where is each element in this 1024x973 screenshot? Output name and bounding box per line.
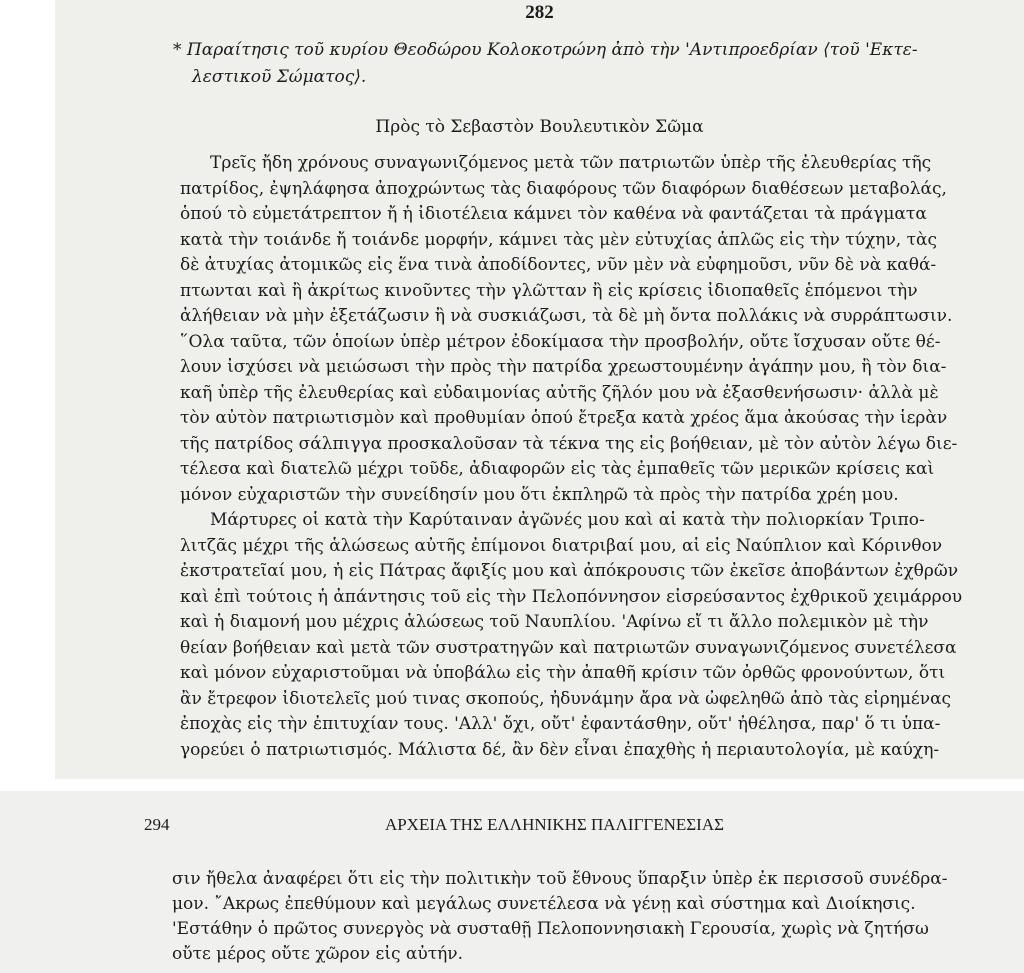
body-line: καῆ ὑπὲρ τῆς ἐλευθερίας καὶ εὐδαιμονίας αὐτῆς ζῆλόν μου νὰ ἐξασθενήσωσιν· ἀλλὰ μὲ	[180, 382, 939, 403]
body-line: πατρίδος, ἐψηλάφησα ἀποχρώντως τὰς διαφόρους τῶν διαφόρων διαθέσεων μεταβολάς,	[180, 178, 947, 199]
body-line: ἂν ἔτρεφον ἰδιοτελεῖς μού τινας σκοπούς, ἠδυνάμην ἄρα νὰ ὠφεληθῶ ἀπὸ τὰς εἰρημένας	[180, 688, 952, 709]
running-header	[144, 815, 724, 835]
body-line: θείαν βοήθειαν καὶ μετὰ τῶν συστρατηγῶν καὶ πατριωτῶν συναγωνιζόμενος συνετέλεσα	[180, 637, 957, 658]
body-line: μόνον εὐχαριστῶν τὴν συνείδησίν μου ὅτι ἐκπληρῶ τὰ πρὸς τὴν πατρίδα χρέη μου.	[180, 484, 899, 505]
body-line: σιν ἤθελα ἀναφέρει ὅτι εἰς τὴν πολιτικὴν τοῦ ἔθνους ὕπαρξιν ὑπὲρ ἐκ περισσοῦ συνέδρα-	[172, 869, 948, 889]
body-line: ἐκστρατεῖαί μου, ἡ εἰς Πάτρας ἄφιξίς μου καὶ ἀπόκρουσις τῶν ἐκεῖσε ἀποβάντων ἐχθρῶν	[180, 561, 959, 581]
body-line: καὶ ἡ διαμονή μου μέχρις ἁλώσεως τοῦ Ναυπλίου. 'Αφίνω εἴ τι ἄλλο πολεμικὸν μὲ τὴν	[180, 612, 929, 632]
body-line: ἐποχὰς εἰς τὴν ἐπιτυχίαν τους. 'Αλλ' ὄχι, οὔτ' ἐφαντάσθην, οὔτ' ἠθέλησα, παρ' ὅ τι ὑπα-	[180, 714, 941, 734]
page-number: 294	[144, 815, 170, 834]
body-line: πτωνται καὶ ἢ ἀκρίτως κινοῦντες τὴν γλῶτταν ἢ εἰς κρίσεις ἰδιοπαθεῖς ἑπόμενοι τὴν	[180, 280, 918, 301]
body-line: ῞Ολα ταῦτα, τῶν ὁποίων ὑπὲρ μέτρον ἐδοκίμασα τὴν προσβολήν, οὔτε ἴσχυσαν οὔτε θέ-	[180, 331, 941, 352]
document-title-line-2: λεστικοῦ Σώματος⟩.	[192, 67, 367, 87]
scanned-page-282	[55, 0, 1024, 779]
body-line: οὔτε μέρος οὔτε χῶρον εἰς αὐτήν.	[172, 944, 464, 964]
body-line: τέλεσα καὶ διατελῶ μέχρι τοῦδε, ἀδιαφορῶν εἰς τὰς ἐμπαθεῖς τῶν μερικῶν κρίσεις καὶ	[180, 459, 935, 479]
body-line: Τρεῖς ἤδη χρόνους συναγωνιζόμενος μετὰ τῶν πατριωτῶν ὑπὲρ τῆς ἐλευθερίας τῆς	[210, 153, 932, 173]
body-line: ὁπού τὸ εὐμετάτρεπτον ἤ ἡ ἰδιοτέλεια κάμνει τὸν καθένα νὰ φαντάζεται τὰ πράγματα	[180, 204, 927, 224]
letter-heading: Πρὸς τὸ Σεβαστὸν Βουλευτικὸν Σῶμα	[375, 117, 704, 137]
body-line: 'Εστάθην ὁ πρῶτος συνεργὸς νὰ συσταθῇ Πελοποννησιακὴ Γερουσία, χωρὶς νὰ ζητήσω	[172, 919, 929, 939]
body-line: Μάρτυρες οἱ κατὰ τὴν Καρύταιναν ἀγῶνές μου καὶ αἱ κατὰ τὴν πολιορκίαν Τριπο-	[210, 510, 925, 530]
page-number: 282	[525, 2, 554, 23]
body-line: κατὰ τὴν τοιάνδε ἤ τοιάνδε μορφήν, κάμνει τὰς μὲν εὐτυχίας ἁπλῶς εἰς τὴν τύχην, τὰς	[180, 229, 937, 250]
scanned-page-294	[0, 791, 1024, 973]
body-line: τῆς πατρίδος σάλπιγγα προσκαλοῦσαν τὰ τέκνα της εἰς βοήθειαν, μὲ τὸν αὐτὸν λέγω διε-	[180, 433, 958, 454]
body-line: λιτζᾶς μέχρι τῆς ἁλώσεως αὐτῆς ἐπίμονοι διατριβαί μου, αἱ εἰς Ναύπλιον καὶ Κόρινθον	[180, 535, 943, 556]
body-line: καὶ μόνον εὐχαριστοῦμαι νὰ ὑποβάλω εἰς τὴν ἀπαθῆ κρίσιν τῶν ὀρθῶς φρονούντων, ὅτι	[180, 663, 946, 683]
body-line: καὶ ἐπὶ τούτοις ἡ ἀπάντησις τοῦ εἰς τὴν Πελοπόννησον εἰσρεύσαντος ἐχθρικοῦ χειμάρρου	[180, 586, 963, 607]
body-line: μον. ῎Ακρως ἐπεθύμουν καὶ μεγάλως συνετέλεσα νὰ γένῃ καὶ σύστημα καὶ Διοίκησις.	[172, 894, 916, 914]
body-line: ἀλήθειαν νὰ μὴν ἐξετάζωσιν ἢ νὰ συσκιάζωσι, τὰ δὲ μὴ ὄντα πολλάκις νὰ συρράπτωσιν.	[180, 306, 953, 326]
body-line: τὸν αὐτὸν πατριωτισμὸν καὶ προθυμίαν ὁπού ἔτρεξα κατὰ χρέος ἅμα ἀκούσας τὴν ἱερὰν	[180, 408, 948, 428]
running-head-title: ΑΡΧΕΙΑ ΤΗΣ ΕΛΛΗΝΙΚΗΣ ΠΑΛΙΓΓΕΝΕΣΙΑΣ	[384, 815, 724, 834]
body-line: δὲ ἀτυχίας ἀτομικῶς εἰς ἕνα τινὰ ἀποδίδοντες, νῦν μὲν νὰ εὐφημοῦσι, νῦν δὲ νὰ καθά-	[180, 255, 937, 275]
page-gap	[0, 779, 1024, 791]
body-line: λουν ἰσχύσει νὰ μειώσωσι τὴν πρὸς τὴν πατρίδα χρεωστουμένην ἀγάπην μου, ἢ τὸν δια-	[180, 357, 947, 377]
document-title-line-1: * Παραίτησις τοῦ κυρίου Θεοδώρου Κολοκοτρώνη ἀπὸ τὴν 'Αντιπροεδρίαν ⟨τοῦ 'Εκτε-	[173, 40, 918, 60]
body-line: γορεύει ὁ πατριωτισμός. Μάλιστα δέ, ἂν δὲν εἶναι ἐπαχθὴς ἡ περιαυτολογία, μὲ καύχη-	[180, 739, 940, 760]
